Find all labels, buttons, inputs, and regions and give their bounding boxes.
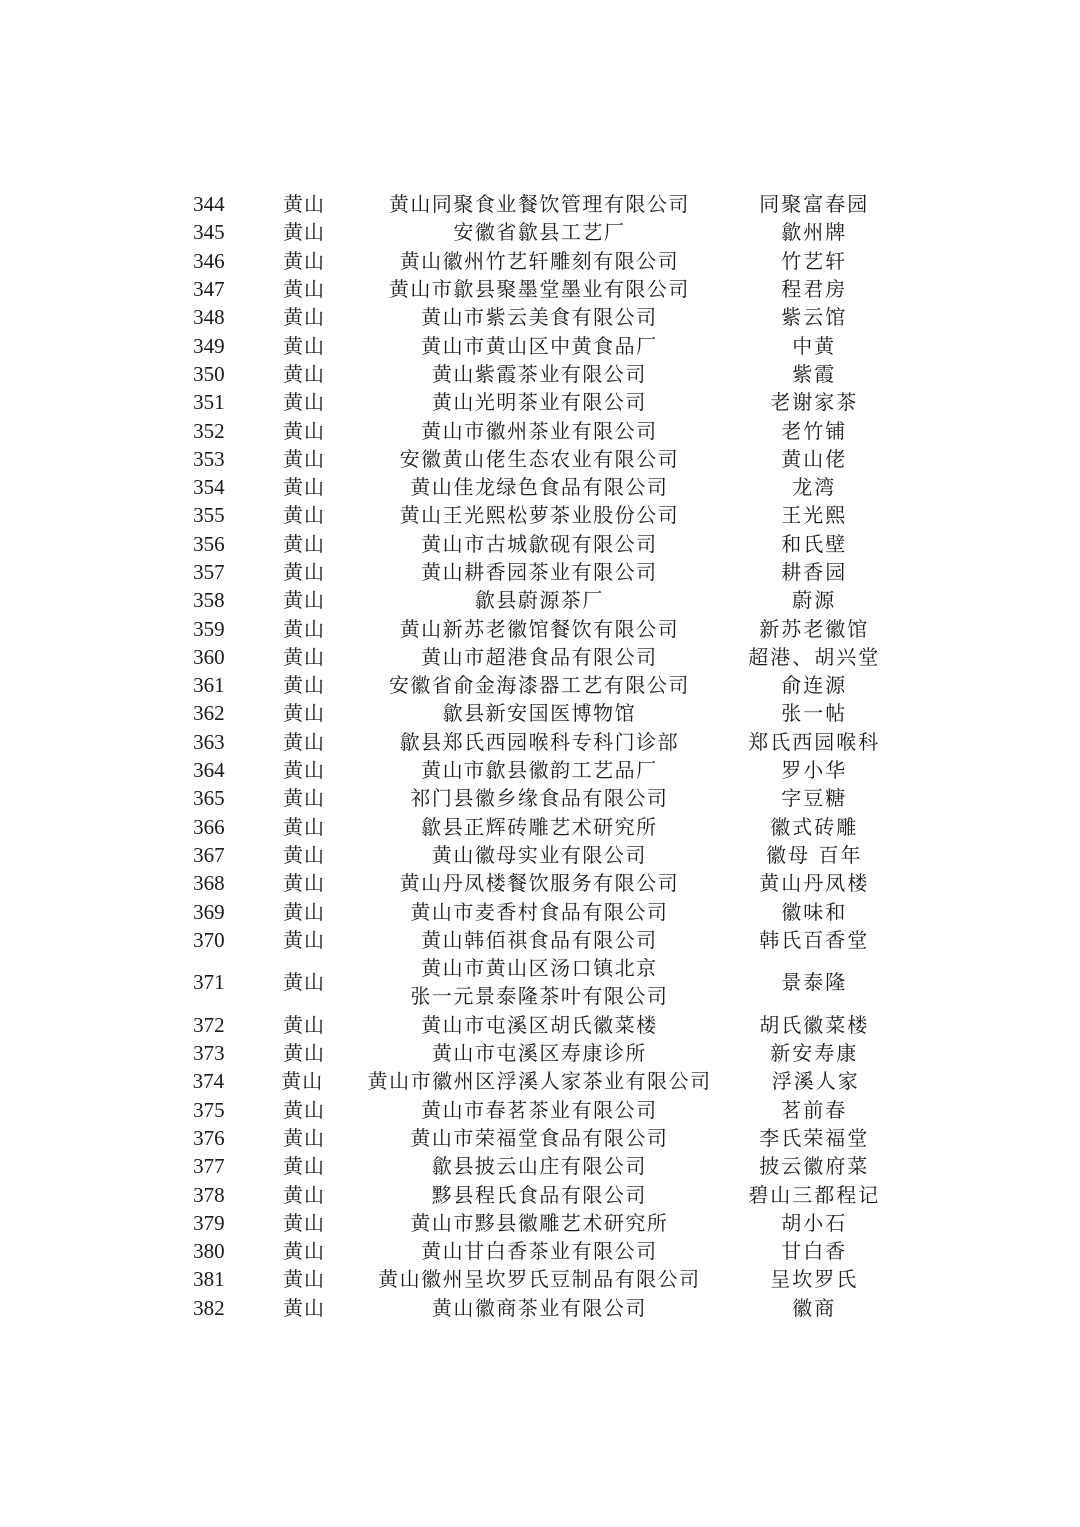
table-row: [180, 699, 920, 727]
row-company-line: 歙县蔚源茶厂: [474, 588, 604, 613]
row-company-line: 黄山同聚食业餐饮管理有限公司: [388, 192, 690, 217]
row-city: 黄山: [282, 814, 325, 839]
table-row: [180, 1180, 920, 1208]
row-number: 359: [193, 616, 225, 641]
row-company: [368, 1067, 712, 1095]
table-row: [180, 1237, 920, 1265]
row-company-line: 黄山市歙县徽韵工艺品厂: [421, 758, 658, 783]
row-company: [370, 501, 708, 529]
row-brand: 中黄: [792, 333, 837, 358]
row-city: 黄山: [282, 871, 325, 896]
table-row: [180, 445, 920, 473]
row-company-line: 黄山市黄山区中黄食品厂: [421, 333, 658, 358]
table-row: [180, 416, 920, 444]
row-brand: 老竹铺: [781, 418, 848, 443]
row-number: 356: [193, 531, 225, 556]
row-company: [370, 332, 708, 360]
table-row: [180, 1152, 920, 1180]
table-row: [180, 1096, 920, 1124]
row-city: 黄山: [282, 560, 325, 584]
row-company-line: 黄山徽州呈坎罗氏豆制品有限公司: [378, 1267, 701, 1292]
row-company: [370, 1124, 708, 1152]
row-number: 348: [193, 305, 225, 330]
row-city: 黄山: [282, 673, 325, 698]
row-city: 黄山: [282, 786, 325, 811]
row-brand: 碧山三都程记: [748, 1182, 881, 1207]
row-company-line: 安徽省俞金海漆器工艺有限公司: [388, 673, 690, 698]
row-company: [370, 360, 708, 388]
row-number: 361: [193, 673, 225, 698]
row-brand: 胡氏徽菜楼: [759, 1012, 870, 1037]
row-brand: 浮溪人家: [771, 1069, 860, 1094]
row-number: 358: [193, 588, 225, 613]
row-company: [370, 841, 708, 869]
row-city: 黄山: [282, 1239, 325, 1264]
row-company: [370, 247, 708, 275]
row-brand: 茗前春: [781, 1097, 848, 1122]
row-company-line: 黄山徽母实业有限公司: [431, 842, 647, 867]
row-number: 352: [193, 418, 225, 443]
row-city: 黄山: [282, 758, 325, 783]
table-row: [180, 728, 920, 756]
row-brand: 李氏荣福堂: [759, 1125, 870, 1150]
row-brand: 韩氏百香堂: [759, 927, 870, 952]
row-company: [370, 869, 708, 897]
row-city: 黄山: [282, 475, 325, 500]
row-brand: 景泰隆: [781, 970, 848, 995]
row-company: [370, 813, 708, 841]
row-number: 378: [193, 1182, 225, 1207]
row-number: 365: [193, 786, 225, 811]
table-row: [180, 954, 920, 1011]
row-city: 黄山: [282, 927, 325, 952]
row-city: 黄山: [282, 1182, 325, 1207]
row-number: 347: [193, 277, 225, 302]
row-number: 345: [193, 220, 225, 245]
row-number: 344: [193, 192, 225, 217]
row-number: 371: [193, 970, 225, 995]
row-number: 368: [193, 871, 225, 896]
row-company-line: 黄山佳龙绿色食品有限公司: [410, 475, 669, 500]
row-city: 黄山: [282, 192, 325, 217]
row-number: 380: [193, 1239, 225, 1264]
row-company-line: 黄山市紫云美食有限公司: [421, 305, 658, 330]
row-number: 360: [193, 644, 225, 669]
row-company-line: 黄山韩佰祺食品有限公司: [421, 927, 658, 952]
row-city: 黄山: [282, 446, 325, 471]
row-number: 366: [193, 814, 225, 839]
row-city: 黄山: [282, 220, 325, 245]
row-brand: 俞连源: [781, 673, 848, 698]
row-company-line: 黄山徽商茶业有限公司: [431, 1295, 647, 1320]
row-company: [370, 1237, 708, 1265]
row-brand: 郑氏西园喉科: [748, 729, 881, 754]
row-brand: 徽味和: [781, 899, 848, 924]
row-company: [370, 445, 708, 473]
table-row: [180, 671, 920, 699]
row-brand: 和氏壁: [781, 531, 848, 556]
row-brand: 徽商: [792, 1295, 837, 1320]
row-brand: 黄山佬: [781, 446, 848, 471]
row-city: 黄山: [282, 729, 325, 754]
row-city: 黄山: [282, 390, 325, 415]
row-city: 黄山: [282, 842, 325, 867]
row-company-line: 黄山市荣福堂食品有限公司: [410, 1125, 669, 1150]
row-brand: 徽母 百年: [766, 842, 863, 867]
row-brand: 罗小华: [781, 758, 848, 783]
row-company-line: 黄山紫霞茶业有限公司: [431, 361, 647, 386]
row-city: 黄山: [281, 1069, 324, 1094]
row-city: 黄山: [282, 333, 325, 358]
row-company: [370, 1265, 708, 1293]
row-company-line: 黄山耕香园茶业有限公司: [421, 560, 658, 584]
row-brand: 黄山丹凤楼: [759, 871, 870, 896]
table-row: [180, 869, 920, 897]
row-company: [370, 388, 708, 416]
row-number: 374: [192, 1069, 225, 1094]
row-company-line: 黄山丹凤楼餐饮服务有限公司: [399, 871, 680, 896]
row-number: 346: [193, 248, 225, 273]
table-row: [180, 218, 920, 246]
row-brand: 字豆糖: [781, 786, 848, 811]
table-row: [180, 473, 920, 501]
row-city: 黄山: [282, 1041, 325, 1066]
row-number: 376: [193, 1125, 225, 1150]
row-company: [370, 1152, 708, 1180]
row-company-line: 歙县正辉砖雕艺术研究所: [421, 814, 658, 839]
table-row: [180, 1265, 920, 1293]
row-company: [370, 586, 708, 614]
row-company: [370, 1181, 708, 1209]
row-brand: 胡小石: [781, 1210, 848, 1235]
row-company: [370, 1039, 708, 1067]
row-company: [370, 275, 708, 303]
row-company: [370, 926, 708, 954]
row-city: 黄山: [282, 248, 325, 273]
row-number: 379: [193, 1210, 225, 1235]
row-company: [370, 898, 708, 926]
row-city: 黄山: [282, 1097, 325, 1122]
row-company-line: 黄山市歙县聚墨堂墨业有限公司: [388, 277, 690, 302]
row-company-line: 歙县郑氏西园喉科专科门诊部: [399, 729, 680, 754]
row-number: 349: [193, 333, 225, 358]
table-row: [180, 1124, 920, 1152]
row-brand: 新苏老徽馆: [759, 616, 870, 641]
row-brand: 耕香园: [781, 560, 848, 584]
row-company-line: 黄山市春茗茶业有限公司: [421, 1097, 658, 1122]
row-company: [370, 671, 708, 699]
row-number: 370: [193, 927, 225, 952]
table-row: [180, 501, 920, 529]
table-row: [180, 756, 920, 784]
row-number: 353: [193, 446, 225, 471]
row-company-line: 黄山甘白香茶业有限公司: [421, 1239, 658, 1264]
row-brand: 程君房: [781, 277, 848, 302]
row-city: 黄山: [282, 1012, 325, 1037]
row-brand: 披云徽府菜: [759, 1154, 870, 1179]
row-company-line: 黄山王光熙松萝茶业股份公司: [399, 503, 680, 528]
row-number: 367: [193, 842, 225, 867]
table-row: [180, 614, 920, 642]
table-row: [180, 360, 920, 388]
row-city: 黄山: [282, 305, 325, 330]
table-row: [180, 1294, 920, 1322]
row-city: 黄山: [282, 1210, 325, 1235]
table-row: [180, 1209, 920, 1237]
row-city: 黄山: [282, 588, 325, 613]
row-brand: 甘白香: [781, 1239, 848, 1264]
row-number: 354: [193, 475, 225, 500]
row-number: 382: [193, 1295, 225, 1320]
row-city: 黄山: [282, 899, 325, 924]
row-number: 375: [193, 1097, 225, 1122]
row-number: 377: [193, 1154, 225, 1179]
row-brand: 徽式砖雕: [770, 814, 859, 839]
table-row: [180, 303, 920, 331]
row-brand: 张一帖: [781, 701, 848, 726]
table-row: [180, 190, 920, 218]
row-company-line: 黄山徽州竹艺轩雕刻有限公司: [399, 248, 680, 273]
row-company-line: 黄山新苏老徽馆餐饮有限公司: [399, 616, 680, 641]
row-brand: 歙州牌: [781, 220, 848, 245]
row-company-line: 黄山市屯溪区寿康诊所: [431, 1041, 647, 1066]
table-row: [180, 530, 920, 558]
row-company: [370, 1209, 708, 1237]
row-brand: 呈坎罗氏: [770, 1267, 859, 1292]
row-number: 364: [193, 758, 225, 783]
row-brand: 龙湾: [792, 475, 837, 500]
row-city: 黄山: [282, 503, 325, 528]
row-company-line: 黄山市麦香村食品有限公司: [410, 899, 669, 924]
table-row: [180, 1039, 920, 1067]
row-number: 381: [193, 1267, 225, 1292]
row-company-line: 黄山市黟县徽雕艺术研究所: [410, 1210, 669, 1235]
row-brand: 紫霞: [792, 361, 837, 386]
row-city: 黄山: [282, 277, 325, 302]
row-company: [370, 954, 708, 1010]
row-company-line: 歙县披云山庄有限公司: [431, 1154, 647, 1179]
row-city: 黄山: [282, 1125, 325, 1150]
table-row: [180, 643, 920, 671]
row-company: [370, 303, 708, 331]
row-company: [370, 473, 708, 501]
table-row: [180, 784, 920, 812]
row-city: 黄山: [282, 616, 325, 641]
row-city: 黄山: [282, 531, 325, 556]
row-company: [370, 190, 708, 218]
table-row: [180, 331, 920, 359]
row-company: [370, 643, 708, 671]
table-row: [180, 926, 920, 954]
table-row: [180, 1067, 920, 1095]
row-city: 黄山: [282, 1154, 325, 1179]
row-company: [370, 1294, 708, 1322]
row-company: [370, 530, 708, 558]
row-city: 黄山: [282, 361, 325, 386]
row-brand: 紫云馆: [781, 305, 848, 330]
row-brand: 同聚富春园: [759, 192, 870, 217]
row-company: [370, 728, 708, 756]
row-company: [370, 699, 708, 727]
row-company-line: 黄山市古城歙砚有限公司: [421, 531, 658, 556]
table-row: [180, 586, 920, 614]
row-company-line: 黟县程氏食品有限公司: [431, 1182, 647, 1207]
row-company: [370, 558, 708, 586]
table-row: [180, 813, 920, 841]
row-city: 黄山: [282, 701, 325, 726]
brand-list-table: [180, 190, 920, 1322]
row-company-line: 祁门县徽乡缘食品有限公司: [410, 786, 669, 811]
row-number: 351: [193, 390, 225, 415]
row-number: 362: [193, 701, 225, 726]
row-brand: 老谢家茶: [770, 390, 859, 415]
row-brand: 王光熙: [781, 503, 848, 528]
row-company-line: 黄山市徽州茶业有限公司: [421, 418, 658, 443]
row-brand: 竹艺轩: [781, 248, 848, 273]
table-row: [180, 247, 920, 275]
row-company-line: 黄山市黄山区汤口镇北京: [421, 956, 658, 981]
row-number: 369: [193, 899, 225, 924]
row-company: [370, 1096, 708, 1124]
row-company-line: 安徽黄山佬生态农业有限公司: [399, 446, 680, 471]
row-company-line: 歙县新安国医博物馆: [442, 701, 637, 726]
row-company-line: 黄山光明茶业有限公司: [431, 390, 647, 415]
table-row: [180, 897, 920, 925]
table-row: [180, 841, 920, 869]
row-city: 黄山: [282, 970, 325, 995]
row-brand: 新安寿康: [770, 1041, 859, 1066]
table-row: [180, 558, 920, 586]
row-number: 373: [193, 1041, 225, 1066]
row-number: 363: [193, 729, 225, 754]
row-company-line: 黄山市徽州区浮溪人家茶业有限公司: [367, 1069, 712, 1094]
row-city: 黄山: [282, 1295, 325, 1320]
row-company: [370, 218, 708, 246]
table-row: [180, 275, 920, 303]
row-company-line: 安徽省歙县工艺厂: [453, 220, 626, 245]
row-brand: 超港、胡兴堂: [748, 644, 881, 669]
row-company: [370, 784, 708, 812]
row-city: 黄山: [282, 644, 325, 669]
row-brand: 蔚源: [792, 588, 837, 613]
row-company: [370, 417, 708, 445]
row-number: 357: [193, 560, 225, 584]
row-number: 355: [193, 503, 225, 528]
row-company: [370, 1011, 708, 1039]
row-number: 372: [193, 1012, 225, 1037]
row-company-line: 张一元景泰隆茶叶有限公司: [410, 984, 669, 1009]
table-row: [180, 1011, 920, 1039]
row-company: [370, 756, 708, 784]
row-company-line: 黄山市屯溪区胡氏徽菜楼: [421, 1012, 658, 1037]
table-row: [180, 388, 920, 416]
row-company: [370, 615, 708, 643]
row-number: 350: [193, 361, 225, 386]
row-city: 黄山: [282, 418, 325, 443]
row-company-line: 黄山市超港食品有限公司: [421, 644, 658, 669]
row-city: 黄山: [282, 1267, 325, 1292]
